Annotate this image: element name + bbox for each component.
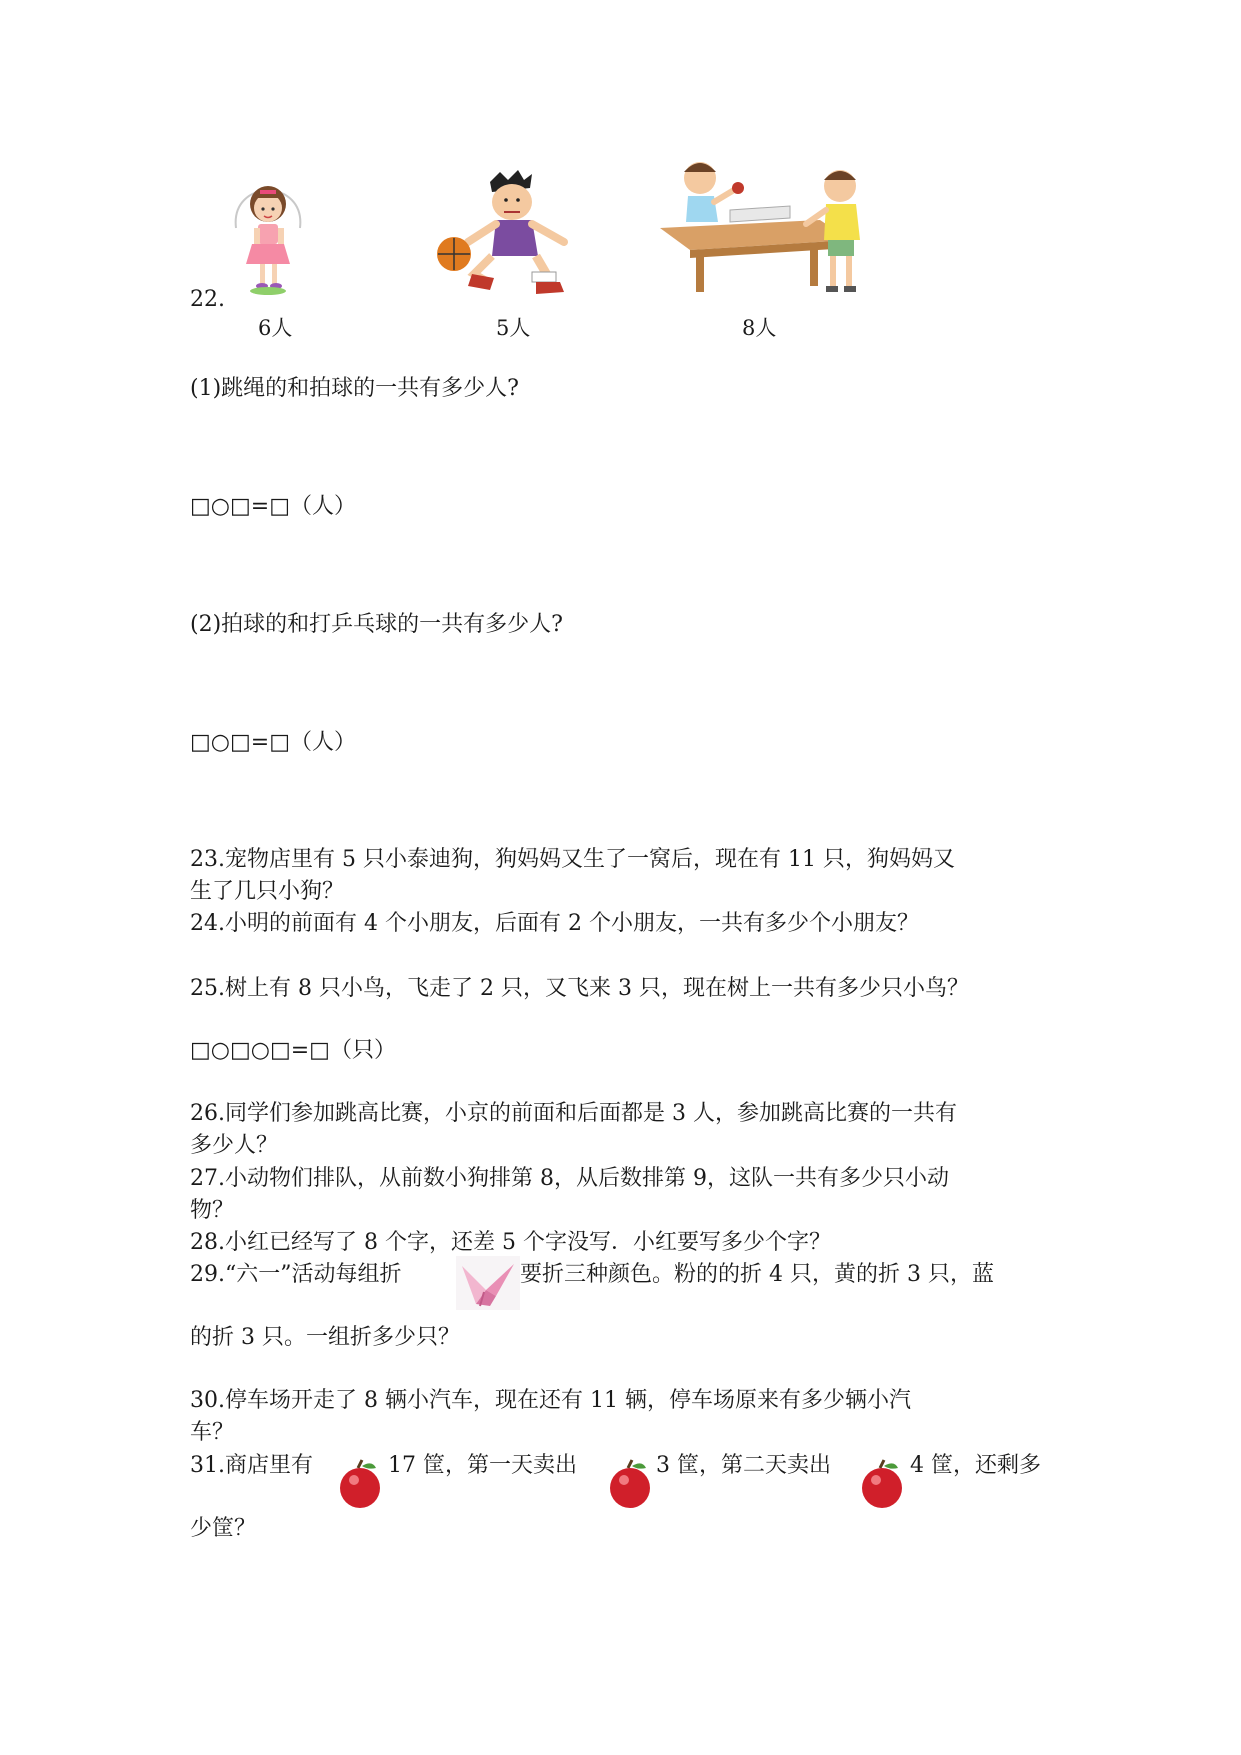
q31-seg1: 31.商店里有 [190,1453,313,1478]
q31-seg2: 17 筐，第一天卖出 [388,1453,577,1478]
q28-line1: 28.小红已经写了 8 个字，还差 5 个字没写．小红要写多少个字？ [190,1230,831,1255]
q23-line1: 23.宠物店里有 5 只小泰迪狗，狗妈妈又生了一窝后，现在有 11 只，狗妈妈又 [190,847,955,872]
q22-number: 22. [190,287,225,312]
q30-line2: 车？ [190,1420,235,1445]
q25-formula: □○□○□=□（只） [190,1038,396,1063]
caption-dribbling: 5人 [496,316,531,340]
q24-line1: 24.小明的前面有 4 个小朋友，后面有 2 个小朋友，一共有多少个小朋友？ [190,911,919,936]
q26-line2: 多少人？ [190,1133,279,1158]
q26-line1: 26.同学们参加跳高比赛，小京的前面和后面都是 3 人，参加跳高比赛的一共有 [190,1101,957,1126]
q27-line2: 物？ [190,1198,235,1223]
q22-part2: (2)拍球的和打乒乓球的一共有多少人? [190,612,563,637]
q23-line2: 生了几只小狗？ [190,879,345,904]
paper-crane-image [456,1256,520,1310]
caption-jump-rope: 6人 [258,316,293,340]
q22-formula1: □○□=□（人） [190,494,356,519]
caption-table-tennis: 8人 [742,316,777,340]
q29-line1a: 29.“六一”活动每组折 [190,1262,402,1287]
q31-seg4: 4 筐，还剩多 [910,1453,1041,1478]
apple-icon-2 [606,1458,656,1510]
q31-seg3: 3 筐，第二天卖出 [656,1453,831,1478]
table-tennis-image [660,150,882,300]
q22-formula2: □○□=□（人） [190,730,356,755]
apple-icon-3 [858,1458,908,1510]
q29-line1b: 要折三种颜色。粉的的折 4 只，黄的折 3 只，蓝 [520,1262,994,1287]
q25-line1: 25.树上有 8 只小鸟，飞走了 2 只，又飞来 3 只，现在树上一共有多少只小鸟？ [190,976,969,1001]
apple-icon-1 [336,1458,386,1510]
jump-rope-girl-image [222,168,314,300]
q29-line2: 的折 3 只。一组折多少只？ [190,1325,460,1350]
q31-line2: 少筐？ [190,1516,257,1541]
dribbling-boy-image [432,168,580,300]
q22-part1: (1)跳绳的和拍球的一共有多少人? [190,376,519,401]
q30-line1: 30.停车场开走了 8 辆小汽车，现在还有 11 辆，停车场原来有多少辆小汽 [190,1388,911,1413]
q27-line1: 27.小动物们排队，从前数小狗排第 8，从后数排第 9，这队一共有多少只小动 [190,1166,949,1191]
